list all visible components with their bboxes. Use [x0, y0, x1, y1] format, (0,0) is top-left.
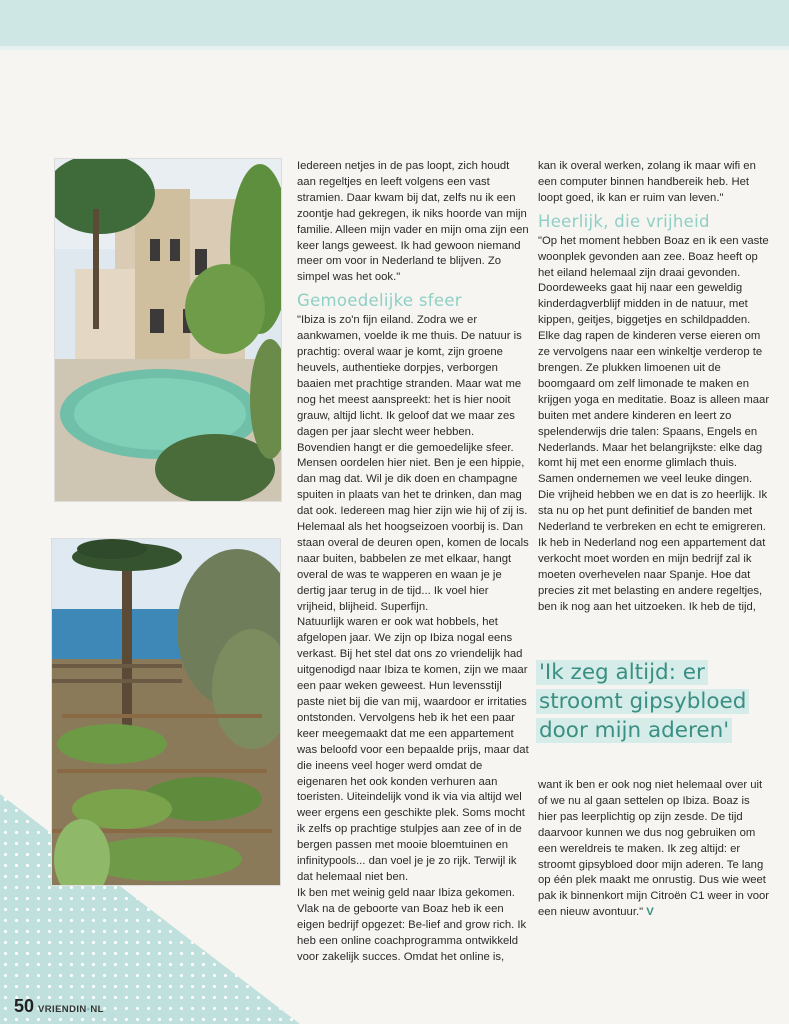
- paragraph: Ik ben met weinig geld naar Ibiza gekomen. Vlak na de geboorte van Boaz heb ik een eigen bedrijf opgezet: Be-lief and grow rich. Ik heb een online coachprogramma ontwikkeld voor zakelijk succes. Omdat het online is,: [297, 886, 527, 963]
- paragraph: Natuurlijk waren er ook wat hobbels, het afgelopen jaar. We zijn op Ibiza nogal eens verkast. Bij het stel dat ons zo vriendelijk had uitgenodigd naar Ibiza te komen, zijn we maar een paar weken geweest. Hun levensstijl paste niet bij die van mij, waardoor er irritaties ontstonden. Vervolgens heb ik het een paar keer meegemaakt dat me een appartement was beloofd voor een bepaalde prijs, maar dat die ineens veel hoger werd omdat de eigenaren het ook konden verhuren aan toeristen. Uiteindelijk vond ik via via altijd wel weer ergens een geschikte plek. Soms mocht ik zelfs op prachtige stulpjes aan zee of in de bergen passen met mooie bloemtuinen en infinitypools... dan voel je je zo rijk. Terwijl ik dat helemaal niet ben.: [297, 616, 529, 883]
- end-mark-icon: V: [646, 906, 654, 919]
- garden-sea-photo: [51, 538, 281, 886]
- magazine-name: VRIENDIN•NL: [38, 1004, 104, 1015]
- paragraph: kan ik overal werken, zolang ik maar wifi en een computer binnen handbereik heb. Het loopt goed, ik kan er ruim van leven.": [538, 160, 756, 204]
- subheading-heerlijk-die-vrijheid: Heerlijk, die vrijheid: [538, 211, 710, 231]
- villa-with-pool-photo: [54, 158, 282, 502]
- article-column-middle: [297, 159, 529, 965]
- separator-dot: •: [86, 1004, 91, 1015]
- paragraph: [538, 778, 770, 921]
- paragraph-text: want ik ben er ook nog niet helemaal over uit of we nu al gaan settelen op Ibiza. Boaz is hier pas leerplichtig op zijn zesde. De tijd daarvoor kunnen we dus nog gebruiken om een wereldreis te maken. Ik zeg altijd: er stroomt gipsybloed door mijn aderen. Te lang op één plek maakt me onrustig. Dus wie weet pak ik binnenkort mijn Citroën C1 weer in voor een nieuw avontuur.": [538, 779, 770, 919]
- top-decorative-band: [0, 0, 789, 50]
- paragraph: Iedereen netjes in de pas loopt, zich houdt aan regeltjes en leeft volgens een vast stramien. Daar kwam bij dat, zelfs nu ik een zoontje had gekregen, ik niks hoorde van mijn familie. Alleen mijn vader en mijn oma zijn een keer langs geweest. Ik had gewoon niemand meer om voor in Nederland te blijven. Zo simpel was het ook.": [297, 160, 529, 284]
- pull-quote: [536, 658, 772, 745]
- article-column-right: [538, 159, 770, 615]
- page-number: 50: [14, 996, 35, 1016]
- paragraph: "Ibiza is zo'n fijn eiland. Zodra we er aankwamen, voelde ik me thuis. De natuur is prachtig: overal waar je komt, zijn groene heuvels, authentieke dorpjes, verborgen baaien met prachtige stranden. Maar wat me nog het meest aanspreekt: het is hier nooit grauw, altijd licht. Ik geloof dat we maar zes dagen per jaar slecht weer hebben. Bovendien hangt er die gemoedelijke sfeer. Mensen oordelen hier niet. Ben je een hippie, dan mag dat. Wil je dik doen en champagne spuiten in plaats van het te drinken, dan mag dat ook. Iedereen mag hier zijn wie hij of zij is. Helemaal als het hoogseizoen voorbij is. Dan staan overal de deuren open, komen de locals naar buiten, babbelen ze met elkaar, hangt overal de was te wapperen en waan je je dertig jaar terug in de tijd... Ik voel hier vrijheid, blijheid. Superfijn.: [297, 314, 529, 613]
- article-column-right-continued: [538, 778, 770, 921]
- paragraph: "Op het moment hebben Boaz en ik een vaste woonplek gevonden aan zee. Boaz heeft op het eiland helemaal zijn draai gevonden. Doordeweeks gaat hij naar een geweldig kinderdagverblijf midden in de natuur, met kippen, geitjes, biggetjes en schildpadden. Elke dag rapen de kinderen verse eieren om ze vervolgens naar een winkeltje verderop te brengen. Ze plukken limoenen uit de boomgaard om zelf limonade te maken en krijgen yoga en meditatie. Boaz is alleen maar buiten met andere kinderen en leert zo spelenderwijs drie talen: Spaans, Engels en Nederlands. Maar het belangrijkste: elke dag komt hij met een enorme glimlach thuis. Samen ondernemen we veel leuke dingen. Die vrijheid hebben we en dat is zo heerlijk. Ik sta nu op het punt definitief de banden met Nederland te verbreken en echt te emigreren. Ik heb in Nederland nog een appartement dat verkocht moet worden en mijn bedrijf zal ik moeten overhevelen naar Spanje. Hoe dat precies zit met belasting en andere regeltjes, ben ik nog aan het uitzoeken. Ik heb de tijd,: [538, 234, 770, 613]
- subheading-gemoedelijke-sfeer: Gemoedelijke sfeer: [297, 291, 462, 311]
- pull-quote-text: 'Ik zeg altijd: er stroomt gipsybloed door mijn aderen': [536, 660, 749, 743]
- page-folio: [14, 996, 104, 1017]
